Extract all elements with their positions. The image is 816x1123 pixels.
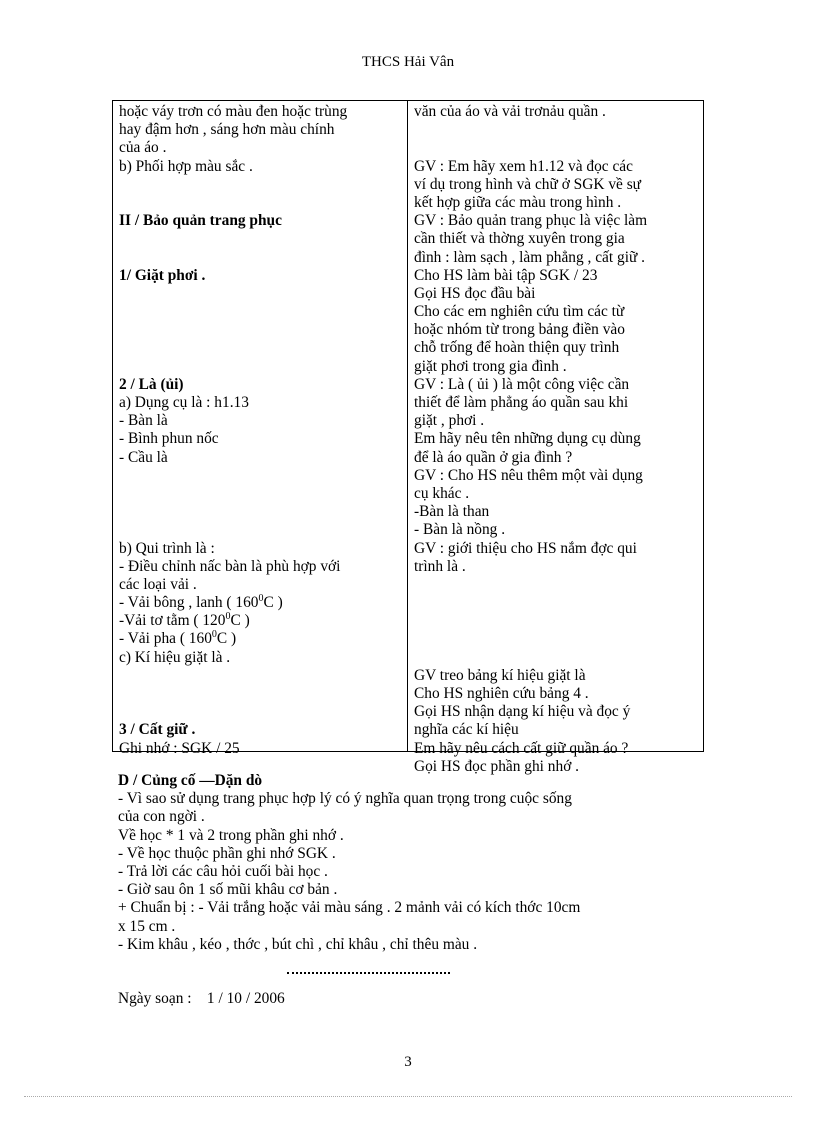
activity-line: đình : làm sạch , làm phẳng , cất giữ . bbox=[414, 248, 646, 266]
preparation-date: Ngày soạn : 1 / 10 / 2006 bbox=[118, 990, 285, 1007]
content-line: hoặc váy trơn có màu đen hoặc trùng bbox=[119, 103, 348, 120]
dotted-separator bbox=[287, 972, 450, 974]
activity-line: GV : Em hãy xem h1.12 và đọc các bbox=[414, 157, 633, 175]
activity-line: GV : Bảo quản trang phục là việc làm bbox=[414, 212, 648, 230]
content-line: - Vải bông , lanh ( $160^0C$ ) bbox=[119, 592, 283, 612]
activity-line bbox=[414, 121, 702, 139]
activity-line: -Bàn là than bbox=[414, 503, 490, 521]
content-line: các loại vải . bbox=[119, 575, 197, 593]
content-line: hay đậm hơn , sáng hơn màu chính bbox=[119, 121, 335, 139]
activity-line: cụ khác . bbox=[414, 484, 470, 502]
summary-line: Về học * 1 và 2 trong phần ghi nhớ . bbox=[118, 826, 344, 844]
activity-column bbox=[414, 103, 702, 776]
content-line: - Cầu là bbox=[119, 448, 168, 466]
summary-line: - Trả lời các câu hỏi cuối bài học . bbox=[118, 862, 328, 880]
activity-line: Gọi HS đọc phần ghi nhớ . bbox=[414, 757, 580, 775]
activity-line: trình là . bbox=[414, 557, 466, 575]
activity-line bbox=[414, 576, 702, 594]
content-line bbox=[119, 339, 404, 357]
content-line: 2 / Là (ủi) bbox=[119, 375, 184, 393]
content-line bbox=[119, 703, 404, 721]
summary-section bbox=[118, 772, 718, 954]
content-line: a) Dụng cụ là : h1.13 bbox=[119, 394, 249, 411]
activity-line: ví dụ trong hình và chữ ở SGK về sự bbox=[414, 175, 642, 193]
column-divider bbox=[407, 101, 408, 751]
summary-line: D / Củng cố —Dặn dò bbox=[118, 772, 263, 789]
content-line bbox=[119, 176, 404, 194]
activity-line: Em hãy nêu cách cất giữ quần áo ? bbox=[414, 739, 629, 757]
activity-line: GV : Là ( ủi ) là một công việc cần bbox=[414, 375, 630, 393]
content-line bbox=[119, 194, 404, 212]
content-line: 1/ Giặt phơi . bbox=[119, 266, 206, 284]
activity-line: Gọi HS đọc đầu bài bbox=[414, 284, 536, 302]
content-line bbox=[119, 358, 404, 376]
footer-border bbox=[24, 1096, 792, 1097]
content-line: b) Phối hợp màu sắc . bbox=[119, 157, 253, 175]
content-line: - Điều chỉnh nấc bàn là phù hợp với bbox=[119, 557, 341, 575]
content-line bbox=[119, 667, 404, 685]
activity-line: Cho HS làm bài tập SGK / 23 bbox=[414, 266, 598, 284]
activity-line: GV treo bảng kí hiệu giặt là bbox=[414, 666, 586, 684]
content-line: 3 / Cất giữ . bbox=[119, 721, 196, 739]
activity-line: giặt phơi trong gia đình . bbox=[414, 357, 567, 375]
content-line bbox=[119, 230, 404, 248]
page-number: 3 bbox=[404, 1054, 412, 1070]
activity-line: giặt , phơi . bbox=[414, 412, 485, 430]
content-line: - Bàn là bbox=[119, 412, 168, 430]
activity-line: Em hãy nêu tên những dụng cụ dùng bbox=[414, 430, 641, 448]
content-line: - Bình phun nốc bbox=[119, 430, 219, 448]
content-line: của áo . bbox=[119, 139, 167, 157]
content-line bbox=[119, 285, 404, 303]
activity-line bbox=[414, 139, 702, 157]
content-line bbox=[119, 685, 404, 703]
content-line: -Vải tơ tằm ( $120^0C$ ) bbox=[119, 611, 250, 630]
lesson-table bbox=[112, 100, 704, 775]
content-line: Ghi nhớ : SGK / 25 bbox=[119, 739, 240, 757]
activity-line: GV : giới thiệu cho HS nắm đợc qui bbox=[414, 539, 637, 557]
summary-line: của con ngời . bbox=[118, 808, 205, 826]
summary-line: - Về học thuộc phần ghi nhớ SGK . bbox=[118, 844, 336, 862]
content-line: - Vải pha ( $160^0C$ ) bbox=[119, 629, 237, 648]
activity-line: cần thiết và thờng xuyên trong gia bbox=[414, 230, 625, 248]
activity-line bbox=[414, 630, 702, 648]
summary-line: - Giờ sau ôn 1 số mũi khâu cơ bản . bbox=[118, 881, 338, 899]
activity-line: Cho các em nghiên cứu tìm các từ bbox=[414, 303, 625, 321]
activity-line: để là áo quần ở gia đình ? bbox=[414, 448, 573, 466]
activity-line bbox=[414, 649, 702, 667]
content-line bbox=[119, 503, 404, 521]
activity-line: Cho HS nghiên cứu bảng 4 . bbox=[414, 685, 589, 702]
activity-line: nghĩa các kí hiệu bbox=[414, 721, 519, 739]
summary-line: - Vì sao sử dụng trang phục hợp lý có ý nghĩa quan trọng trong cuộc sống bbox=[118, 790, 572, 808]
content-line bbox=[119, 303, 404, 321]
activity-line: thiết để làm phẳng áo quần sau khi bbox=[414, 394, 629, 411]
content-line: b) Qui trình là : bbox=[119, 539, 215, 557]
activity-line: hoặc nhóm từ trong bảng điền vào bbox=[414, 321, 625, 339]
content-line: c) Kí hiệu giặt là . bbox=[119, 648, 231, 666]
content-column bbox=[119, 103, 404, 758]
content-line: II / Bảo quản trang phục bbox=[119, 212, 282, 230]
activity-line: văn của áo và vải trơnảu quần . bbox=[414, 103, 606, 120]
content-line bbox=[119, 485, 404, 503]
summary-line: - Kim khâu , kéo , thớc , bút chì , chỉ khâu , chỉ thêu màu . bbox=[118, 935, 478, 953]
activity-line: - Bàn là nồng . bbox=[414, 521, 506, 539]
content-line bbox=[119, 249, 404, 267]
activity-line: Gọi HS nhận dạng kí hiệu và đọc ý bbox=[414, 703, 631, 721]
page-header: THCS Hải Vân bbox=[361, 54, 455, 70]
summary-line: + Chuẩn bị : - Vải trắng hoặc vải màu sáng . 2 mảnh vải có kích thớc 10cm bbox=[118, 899, 581, 917]
activity-line: kết hợp giữa các màu trong hình . bbox=[414, 193, 622, 211]
activity-line: GV : Cho HS nêu thêm một vài dụng bbox=[414, 466, 643, 484]
summary-line: x 15 cm . bbox=[118, 917, 176, 935]
activity-line bbox=[414, 612, 702, 630]
content-line bbox=[119, 521, 404, 539]
activity-line: chỗ trống để hoàn thiện quy trình bbox=[414, 339, 620, 357]
content-line bbox=[119, 321, 404, 339]
activity-line bbox=[414, 594, 702, 612]
content-line bbox=[119, 467, 404, 485]
